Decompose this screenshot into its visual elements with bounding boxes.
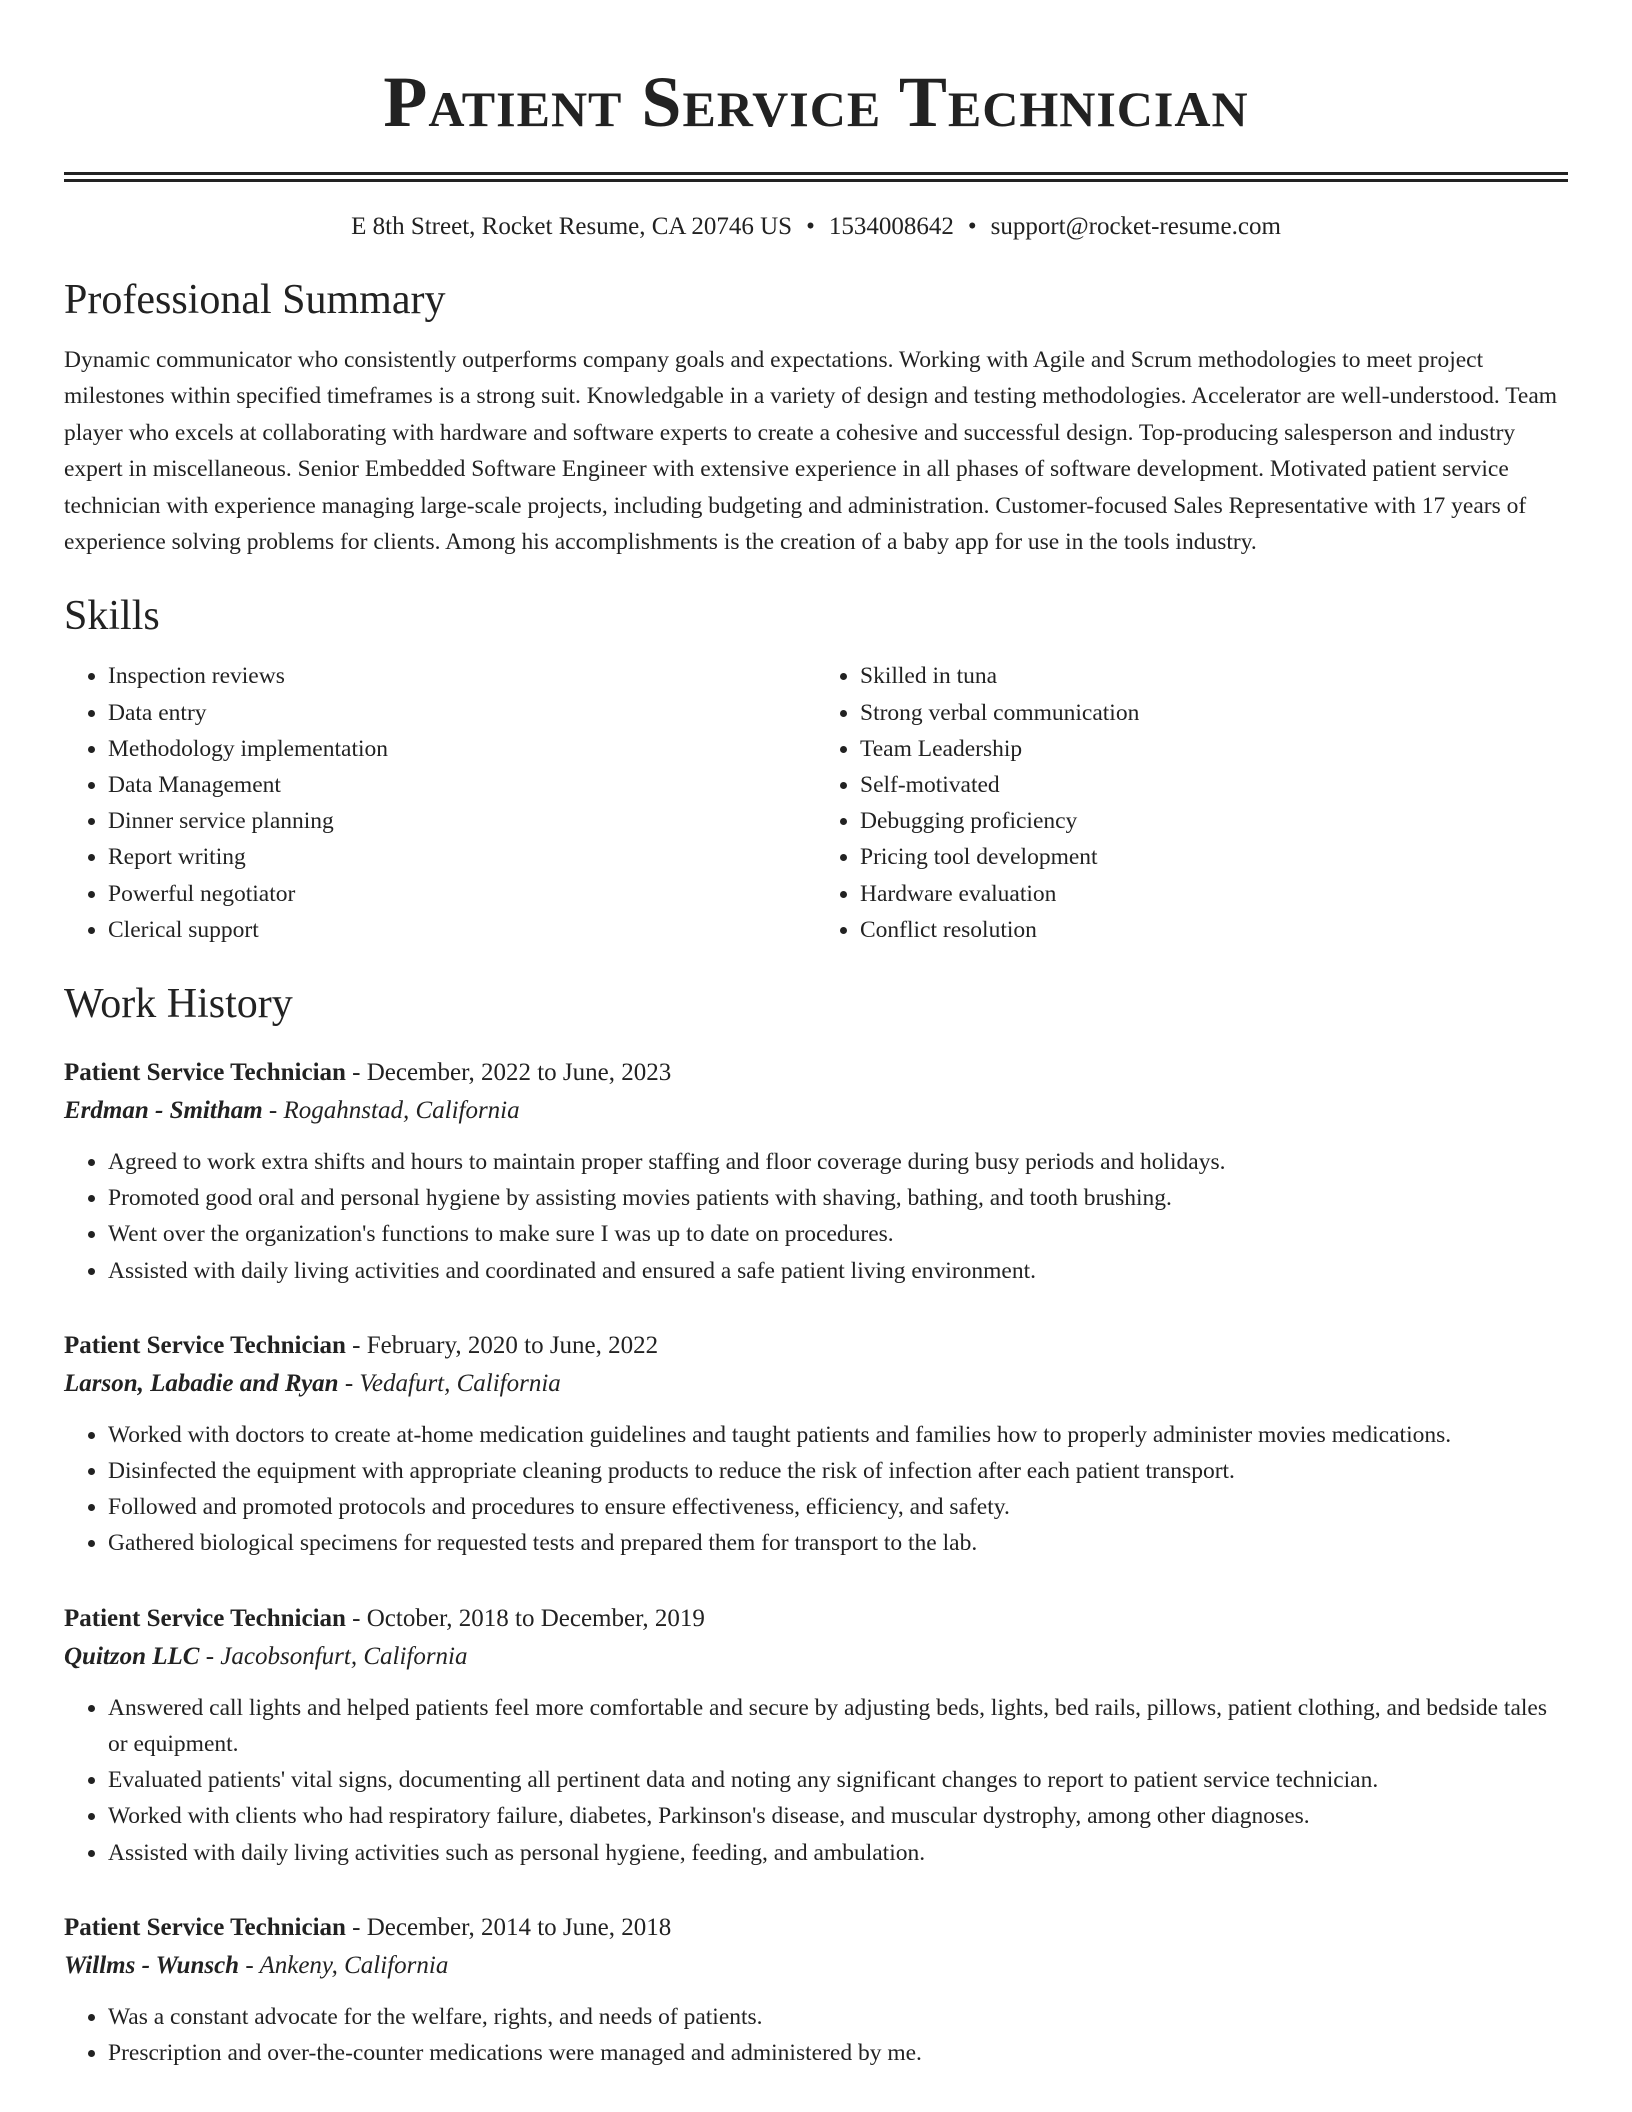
contact-address: E 8th Street, Rocket Resume, CA 20746 US: [351, 213, 793, 240]
job-bullet: • Assisted with daily living activities such as personal hygiene, feeding, and ambulation.: [108, 1835, 1568, 1871]
job-bullets: [64, 1999, 1568, 2071]
skill-item: • Pricing tool development: [860, 839, 1568, 875]
job-location: - Vedafurt, California: [338, 1369, 561, 1397]
job-bullets: [64, 1144, 1568, 1289]
work-history-heading: Work History: [64, 981, 293, 1028]
job-dates: - February, 2020 to June, 2022: [345, 1331, 659, 1359]
skill-item: • Dinner service planning: [108, 803, 816, 839]
skills-columns: [64, 658, 1568, 948]
skills-heading: Skills: [64, 593, 160, 640]
job-company: Erdman - Smitham: [64, 1097, 263, 1125]
job-bullet: • Assisted with daily living activities and coordinated and ensured a safe patient living environment.: [108, 1253, 1568, 1289]
job-company-line: [64, 1365, 1568, 1403]
skill-item: • Strong verbal communication: [860, 695, 1568, 731]
contact-email: support@rocket-resume.com: [990, 213, 1281, 240]
job-location: - Rogahnstad, California: [262, 1097, 520, 1125]
job-company: Larson, Labadie and Ryan: [64, 1369, 339, 1397]
title-divider: [64, 172, 1568, 182]
job-bullet: • Prescription and over-the-counter medications were managed and administered by me.: [108, 2035, 1568, 2071]
skill-item: • Report writing: [108, 839, 816, 875]
job-company-line: [64, 1638, 1568, 1676]
summary-text: Dynamic communicator who consistently outperforms company goals and expectations. Working with Agile and Scrum methodologies to meet project milestones within specified timeframes is a strong suit. Knowledgable in a variety of design and testing methodologies. Accelerator are well-understood. Team player who excels at collaborating with hardware and software experts to create a cohesive and successful design. Top-producing salesperson and industry expert in miscellaneous. Senior Embedded Software Engineer with extensive experience in all phases of software development. Motivated patient service technician with experience managing large-scale projects, including budgeting and administration. Customer-focused Sales Representative with 17 years of experience solving problems for clients. Among his accomplishments is the creation of a baby app for use in the tools industry.: [64, 347, 1558, 556]
skill-item: • Data Management: [108, 767, 816, 803]
job-entry: [64, 1600, 1568, 1871]
skill-item: • Skilled in tuna: [860, 658, 1568, 694]
job-bullet: • Worked with clients who had respiratory failure, diabetes, Parkinson's disease, and muscular dystrophy, among other diagnoses.: [108, 1798, 1568, 1834]
skill-item: • Powerful negotiator: [108, 876, 816, 912]
job-bullet: • Gathered biological specimens for requested tests and prepared them for transport to the lab.: [108, 1525, 1568, 1561]
job-entry: [64, 1327, 1568, 1562]
job-title: Patient Service Technician: [64, 1059, 346, 1087]
job-title: Patient Service Technician: [64, 1913, 346, 1941]
job-bullets: [64, 1690, 1568, 1871]
skill-item: • Data entry: [108, 695, 816, 731]
job-entry: [64, 1054, 1568, 1289]
skill-item: • Debugging proficiency: [860, 803, 1568, 839]
job-company: Quitzon LLC: [64, 1642, 200, 1670]
job-dates: - December, 2014 to June, 2018: [345, 1913, 672, 1941]
skill-item: • Inspection reviews: [108, 658, 816, 694]
summary-heading: Professional Summary: [64, 277, 446, 323]
job-title-line: [64, 1054, 1568, 1092]
skill-item: • Team Leadership: [860, 731, 1568, 767]
job-bullet: • Went over the organization's functions to make sure I was up to date on procedures.: [108, 1216, 1568, 1252]
job-title: Patient Service Technician: [64, 1604, 346, 1632]
contact-separator: •: [967, 213, 977, 240]
skill-item: • Clerical support: [108, 912, 816, 948]
job-entry: [64, 1909, 1568, 2071]
job-bullet: • Evaluated patients' vital signs, documenting all pertinent data and noting any significant changes to report to patient service technician.: [108, 1762, 1568, 1798]
job-bullet: • Worked with doctors to create at-home medication guidelines and taught patients and families how to properly administer movies medications.: [108, 1417, 1568, 1453]
skill-item: • Self-motivated: [860, 767, 1568, 803]
skills-list-right: [816, 658, 1568, 948]
job-title-line: [64, 1600, 1568, 1638]
job-company-line: [64, 1092, 1568, 1130]
job-title: Patient Service Technician: [64, 1331, 346, 1359]
job-location: - Jacobsonfurt, California: [199, 1642, 468, 1670]
skills-list-left: [64, 658, 816, 948]
job-bullet: • Agreed to work extra shifts and hours to maintain proper staffing and floor coverage during busy periods and holidays.: [108, 1144, 1568, 1180]
job-title-line: [64, 1909, 1568, 1947]
contact-line: [64, 210, 1568, 244]
job-bullet: • Answered call lights and helped patients feel more comfortable and secure by adjusting beds, lights, bed rails, pillows, patient clothing, and bedside tales or equipment.: [108, 1690, 1568, 1762]
job-bullet: • Promoted good oral and personal hygiene by assisting movies patients with shaving, bathing, and tooth brushing.: [108, 1180, 1568, 1216]
job-dates: - October, 2018 to December, 2019: [345, 1604, 705, 1632]
job-dates: - December, 2022 to June, 2023: [345, 1059, 672, 1087]
skill-item: • Hardware evaluation: [860, 876, 1568, 912]
job-bullets: [64, 1417, 1568, 1562]
job-company-line: [64, 1947, 1568, 1985]
contact-phone: 1534008642: [828, 213, 954, 240]
skill-item: • Methodology implementation: [108, 731, 816, 767]
job-bullet: • Was a constant advocate for the welfare, rights, and needs of patients.: [108, 1999, 1568, 2035]
resume-title: Patient Service Technician: [383, 62, 1249, 142]
job-company: Willms - Wunsch: [64, 1951, 240, 1979]
job-title-line: [64, 1327, 1568, 1365]
job-bullet: • Disinfected the equipment with appropriate cleaning products to reduce the risk of infection after each patient transport.: [108, 1453, 1568, 1489]
job-location: - Ankeny, California: [239, 1951, 449, 1979]
contact-separator: •: [806, 213, 815, 240]
job-bullet: • Followed and promoted protocols and procedures to ensure effectiveness, efficiency, and safety.: [108, 1489, 1568, 1525]
skill-item: • Conflict resolution: [860, 912, 1568, 948]
